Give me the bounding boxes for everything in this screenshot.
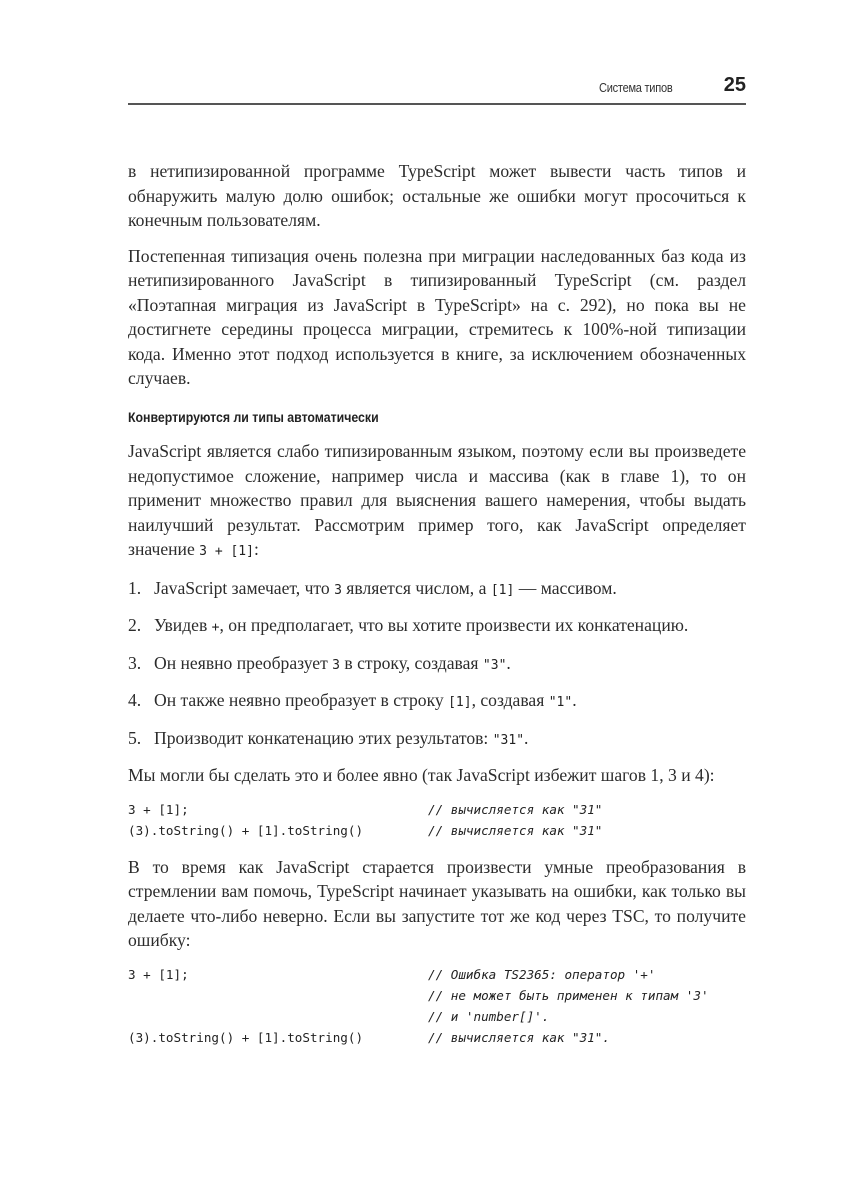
code-line xyxy=(128,985,746,1006)
list-item xyxy=(128,651,746,679)
list-item-number: 2. xyxy=(128,615,142,635)
text-run: Производит конкатенацию этих результатов: xyxy=(154,727,493,748)
text-run: . xyxy=(506,652,511,673)
page-body xyxy=(128,159,746,1062)
inline-code: "3" xyxy=(482,657,507,673)
running-title: Система типов xyxy=(598,80,672,95)
list-item xyxy=(128,726,746,754)
list-item xyxy=(128,688,746,716)
code-block-1 xyxy=(128,799,746,841)
text-run: JavaScript замечает, что xyxy=(154,577,335,598)
code-statement xyxy=(128,985,428,1006)
header-rule xyxy=(128,103,746,105)
code-comment: // вычисляется как "31" xyxy=(428,822,603,838)
paragraph-3-end: : xyxy=(253,539,259,559)
code-statement: 3 + [1]; xyxy=(128,966,189,982)
inline-code: 3 xyxy=(334,582,342,598)
text-run: — массивом. xyxy=(514,577,617,598)
paragraph-5: В то время как JavaScript старается произвести умные преобразования в стремлении вам помочь, TypeScript начинает указывать на ошибки, как только вы делаете что-либо неверно. Если вы запустите тот же код через TSC, то получите ошибку: xyxy=(128,856,746,950)
code-statement: (3).toString() + [1].toString() xyxy=(128,1029,364,1045)
page-number: 25 xyxy=(723,74,746,96)
list-item xyxy=(128,576,746,604)
text-run: , он предполагает, что вы хотите произвести их конкатенацию. xyxy=(219,615,689,635)
code-line xyxy=(128,1027,746,1048)
text-run: . xyxy=(572,690,577,710)
list-item-number: 5. xyxy=(128,727,142,748)
code-line xyxy=(128,799,746,820)
list-item-text xyxy=(154,576,617,604)
list-item-number: 1. xyxy=(128,577,142,598)
list-item-text xyxy=(154,613,688,641)
code-comment: // вычисляется как "31". xyxy=(428,1029,610,1045)
code-block-2 xyxy=(128,964,746,1048)
inline-code: [1] xyxy=(448,695,472,710)
list-item-number: 4. xyxy=(128,690,142,710)
inline-code: 3 + [1] xyxy=(199,544,254,559)
paragraph-4: Мы могли бы сделать это и более явно (так JavaScript избежит шагов 1, 3 и 4): xyxy=(128,765,715,785)
list-item-number: 3. xyxy=(128,652,142,673)
text-run: Он неявно преобразует xyxy=(154,652,333,673)
inline-code: "1" xyxy=(548,695,573,710)
code-line xyxy=(128,964,746,985)
inline-code: [1] xyxy=(490,582,515,598)
list-item-text xyxy=(154,726,528,754)
paragraph-3 xyxy=(128,439,746,565)
list-item-text xyxy=(154,651,511,679)
code-line xyxy=(128,1006,746,1027)
code-comment: // Ошибка TS2365: оператор '+' xyxy=(428,966,656,982)
page-header xyxy=(128,74,746,104)
paragraph-3-text: JavaScript является слабо типизированным языком, поэтому если вы произведете недопустимое сложение, например числа и массива (как в главе 1), то он применит множество правил для выяснения вашего намерения, чтобы выдать наилучший результат. Рассмотрим пример того, как JavaScript определяет значение xyxy=(128,441,746,559)
paragraph-1: в нетипизированной программе TypeScript может вывести часть типов и обнаружить малую долю ошибок; остальные же ошибки могут просочиться к конечным пользователям. xyxy=(128,161,746,230)
code-statement: (3).toString() + [1].toString() xyxy=(128,822,364,838)
code-comment: // и 'number[]'. xyxy=(428,1008,550,1024)
text-run: в строку, создавая xyxy=(340,652,483,673)
list-item-text xyxy=(154,688,577,716)
text-run: Он также неявно преобразует в строку xyxy=(154,690,449,710)
inline-code: + xyxy=(211,620,220,635)
text-run: . xyxy=(524,727,529,748)
steps-list xyxy=(128,576,746,754)
code-line xyxy=(128,820,746,841)
paragraph-2: Постепенная типизация очень полезна при миграции наследованных баз кода из нетипизированного JavaScript в типизированный TypeScript (см. раздел «Поэтапная миграция из JavaScript в TypeScript» на с. 292), но пока вы не достигнете середины процесса миграции, стремитесь к 100%-ной типизации кода. Именно этот подход используется в книге, за исключением обозначенных случаев. xyxy=(128,245,746,388)
text-run: , создавая xyxy=(471,690,549,710)
text-run: Увидев xyxy=(154,615,212,635)
code-statement: 3 + [1]; xyxy=(128,801,189,817)
code-comment: // не может быть применен к типам '3' xyxy=(428,987,709,1003)
inline-code: "31" xyxy=(492,732,525,748)
text-run: является числом, а xyxy=(341,577,491,598)
code-statement xyxy=(128,1006,428,1027)
section-heading: Конвертируются ли типы автоматически xyxy=(128,408,379,425)
list-item xyxy=(128,613,746,641)
inline-code: 3 xyxy=(332,657,340,673)
code-comment: // вычисляется как "31" xyxy=(428,801,603,817)
